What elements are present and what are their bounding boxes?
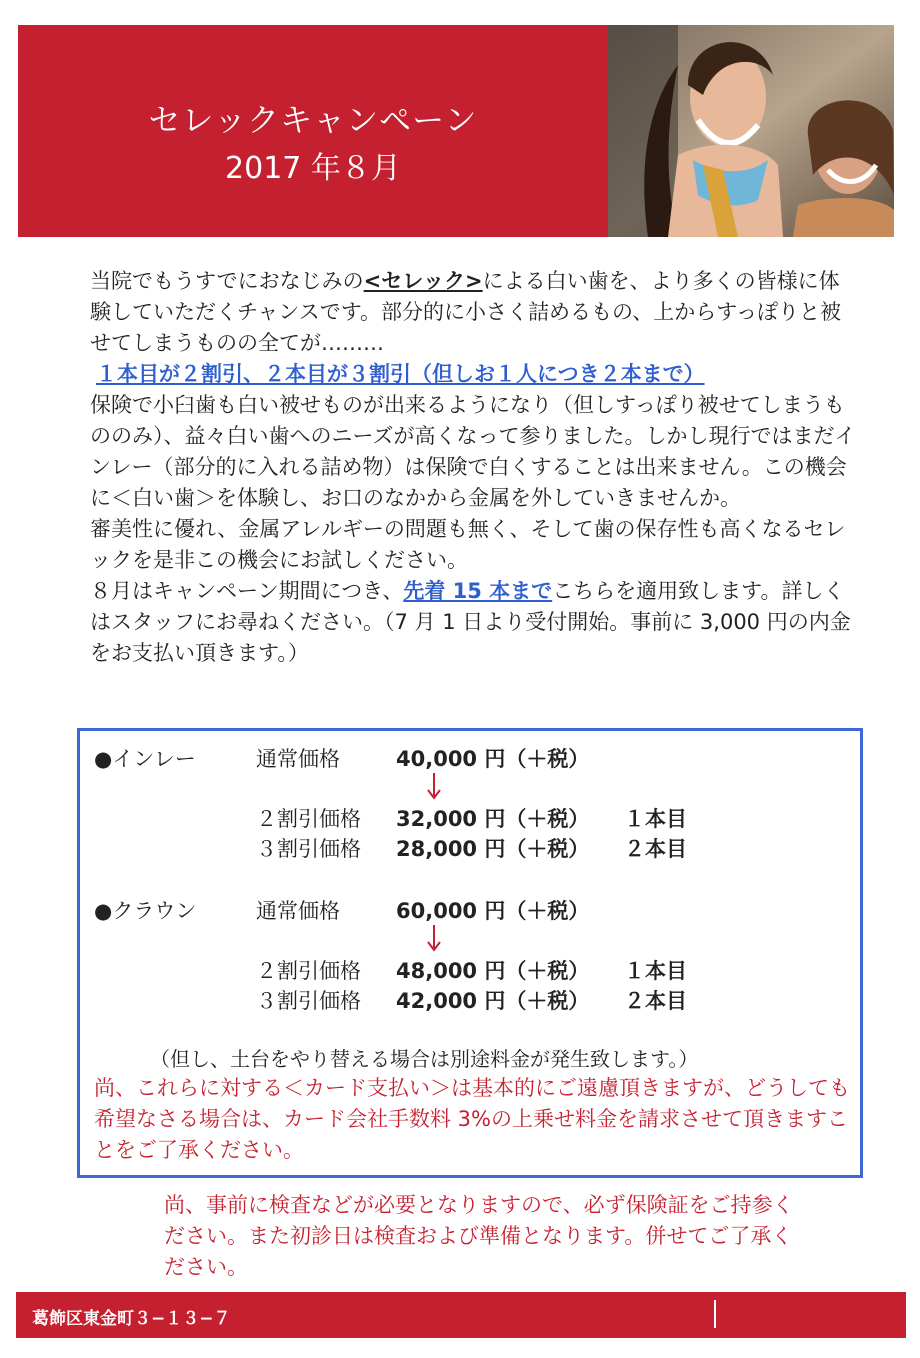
crown-discount30-price: 42,000 円（＋税） bbox=[396, 989, 590, 1013]
inlay-name: ●インレー bbox=[94, 747, 196, 771]
campaign-title: セレックキャンペーン bbox=[148, 101, 478, 139]
inlay-discount20-price: 32,000 円（＋税） bbox=[396, 807, 590, 831]
crown-discount20-price: 48,000 円（＋税） bbox=[396, 959, 590, 983]
header-photo bbox=[608, 25, 894, 237]
crown-regular-price: 60,000 円（＋税） bbox=[396, 899, 590, 923]
intro-paragraph-4 bbox=[90, 576, 860, 669]
footer-bar bbox=[16, 1292, 906, 1338]
inlay-discount20-label: ２割引価格 bbox=[256, 807, 361, 831]
inlay-discount30-note: ２本目 bbox=[624, 837, 687, 861]
intro-paragraph-3: 審美性に優れ、金属アレルギーの問題も無く、そして歯の保存性も高くなるセレックを是非この機会にお試しください。 bbox=[90, 517, 846, 572]
intro-text-segment: ８月はキャンペーン期間につき、 bbox=[90, 579, 404, 603]
intro-text-segment: こちらを適用致します。詳しくはスタッフにお尋ねください。（7 月 1 日より受付開始。事前に 3,000 円の内金をお支払い頂きます。） bbox=[90, 579, 851, 665]
intro-text-segment: による白い歯を、より多くの皆様に体験していただくチャンスです。部分的に小さく詰めるもの、上からすっぽりと被せてしまうものの全てが……… bbox=[90, 269, 841, 355]
card-payment-warning: 尚、これらに対する＜カード支払い＞は基本的にご遠慮頂きますが、どうしても希望なさる場合は、カード会社手数料 3%の上乗せ料金を請求させて頂きますことをご了承ください。 bbox=[94, 1076, 850, 1162]
down-arrow-icon bbox=[427, 773, 441, 801]
first-15-link: 先着 15 本まで bbox=[403, 579, 553, 603]
intro-paragraph-1 bbox=[90, 266, 860, 359]
cerec-highlight: <セレック> bbox=[363, 269, 483, 293]
crown-discount20-label: ２割引価格 bbox=[256, 959, 361, 983]
intro-paragraph-2: 保険で小臼歯も白い被せものが出来るようになり（但しすっぽり被せてしまうもののみ）、益々白い歯へのニーズが高くなって参りました。しかし現行ではまだインレー（部分的に入れる詰め物）は保険で白くすることは出来ません。この機会に＜白い歯＞を体験し、お口のなかから金属を外していきませんか。 bbox=[90, 393, 856, 510]
campaign-date: 2017 年８月 bbox=[225, 151, 401, 186]
campaign-header bbox=[18, 25, 894, 237]
price-table bbox=[77, 728, 863, 1178]
inlay-regular-price: 40,000 円（＋税） bbox=[396, 747, 590, 771]
crown-discount30-note: ２本目 bbox=[624, 989, 687, 1013]
foundation-note: （但し、土台をやり替える場合は別途料金が発生致します。） bbox=[150, 1047, 699, 1071]
inlay-regular-label: 通常価格 bbox=[256, 747, 340, 771]
insurance-card-note: 尚、事前に検査などが必要となりますので、必ず保険証をご持参ください。また初診日は検査および準備となります。併せてご了承ください。 bbox=[164, 1193, 794, 1279]
footer-divider bbox=[714, 1300, 716, 1328]
promo-line: １本目が２割引、２本目が３割引（但しお１人につき２本まで） bbox=[96, 362, 705, 386]
intro-text bbox=[90, 266, 860, 669]
crown-name: ●クラウン bbox=[94, 899, 197, 923]
inlay-discount30-label: ３割引価格 bbox=[256, 837, 361, 861]
crown-discount30-label: ３割引価格 bbox=[256, 989, 361, 1013]
down-arrow-icon bbox=[427, 925, 441, 953]
inlay-discount20-note: １本目 bbox=[624, 807, 687, 831]
crown-discount20-note: １本目 bbox=[624, 959, 687, 983]
header-banner bbox=[18, 25, 608, 237]
inlay-discount30-price: 28,000 円（＋税） bbox=[396, 837, 590, 861]
intro-text-segment: 当院でもうすでにおなじみの bbox=[90, 269, 364, 293]
crown-regular-label: 通常価格 bbox=[256, 899, 340, 923]
clinic-address: 葛飾区東金町３−１３−７ bbox=[32, 1309, 231, 1329]
